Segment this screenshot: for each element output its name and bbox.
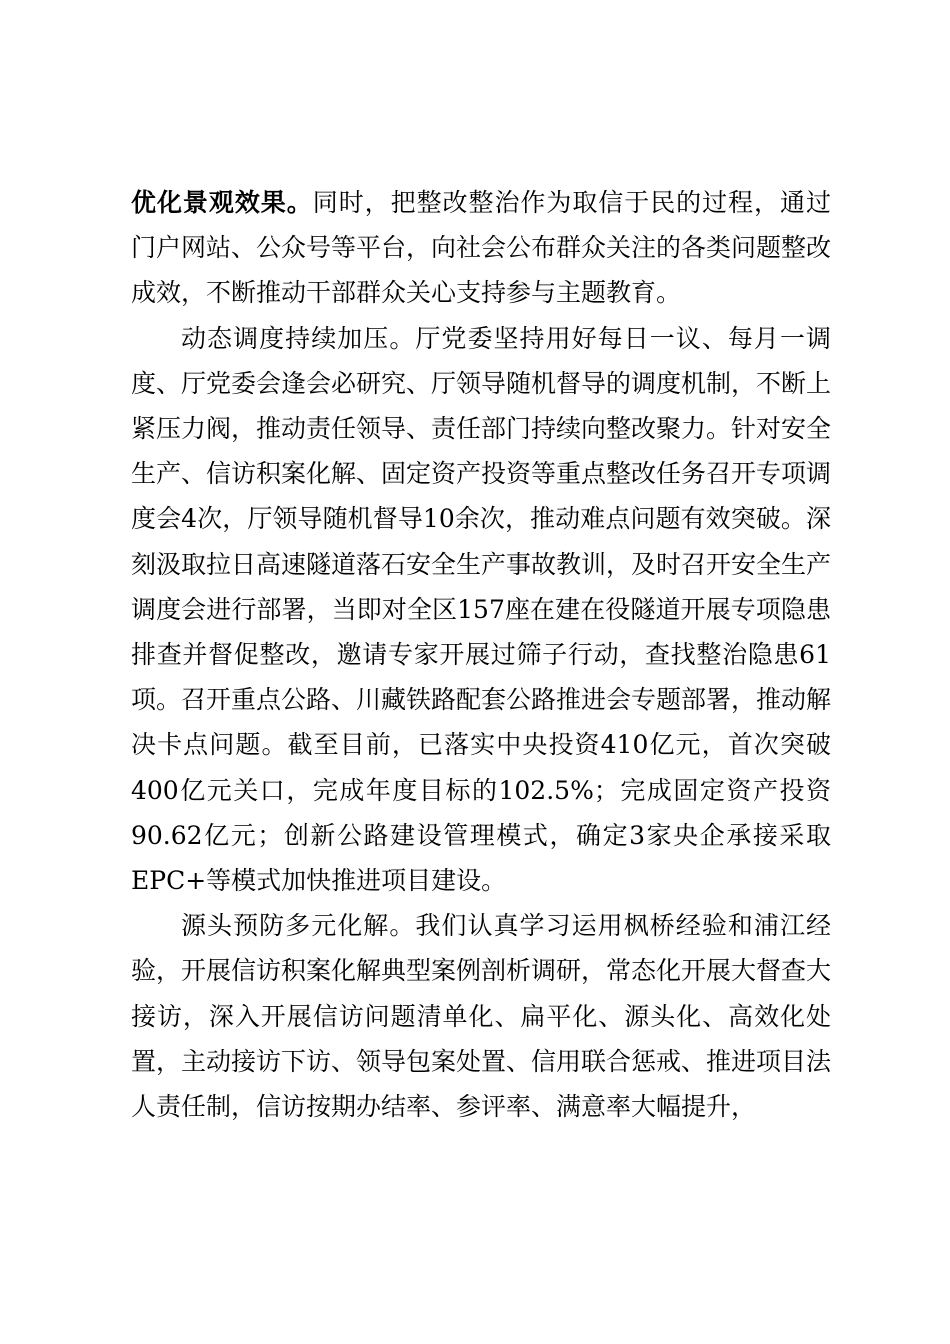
paragraph-2: 动态调度持续加压。厅党委坚持用好每日一议、每月一调度、厅党委会逢会必研究、厅领导随机督导的调度机制，不断上紧压力阀，推动责任领导、责任部门持续向整改聚力。针对安全生产、信访积案化解、固定资产投资等重点整改任务召开专项调度会4次，厅领导随机督导10余次，推动难点问题有效突破。深刻汲取拉日高速隧道落石安全生产事故教训，及时召开安全生产调度会进行部署，当即对全区157座在建在役隧道开展专项隐患排查并督促整改，邀请专家开展过筛子行动，查找整治隐患61项。召开重点公路、川藏铁路配套公路推进会专题部署，推动解决卡点问题。截至目前，已落实中央投资410亿元，首次突破400亿元关口，完成年度目标的102.5%；完成固定资产投资90.62亿元；创新公路建设管理模式，确定3家央企承接采取EPC+等模式加快推进项目建设。 xyxy=(131,323,832,896)
paragraph-1-text: 同时，把整改整治作为取信于民的过程，通过门户网站、公众号等平台，向社会公布群众关注的各类问题整改成效，不断推动干部群众关心支持参与主题教育。 xyxy=(131,188,832,308)
paragraph-1-lead: 优化景观效果。 xyxy=(131,188,313,217)
paragraph-1 xyxy=(131,180,831,316)
document-body xyxy=(131,180,831,1129)
paragraph-3: 源头预防多元化解。我们认真学习运用枫桥经验和浦江经验，开展信访积案化解典型案例剖析调研，常态化开展大督查大接访，深入开展信访问题清单化、扁平化、源头化、高效化处置，主动接访下访、领导包案处置、信用联合惩戒、推进项目法人责任制，信访按期办结率、参评率、满意率大幅提升， xyxy=(131,911,832,1122)
